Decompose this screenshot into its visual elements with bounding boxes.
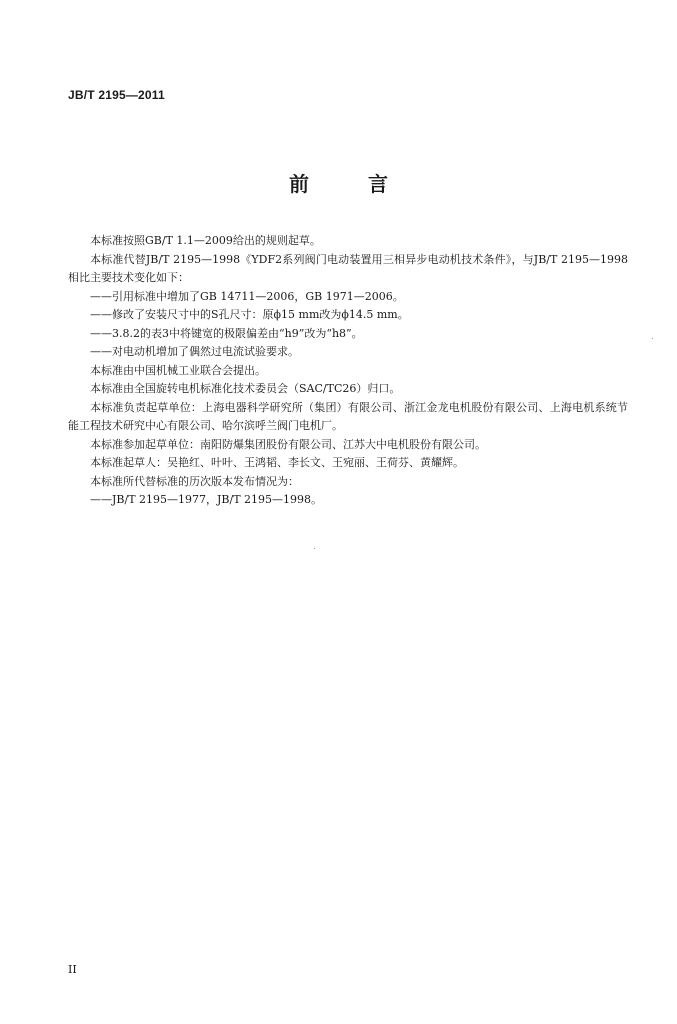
change-item-2: ——修改了安装尺寸中的S孔尺寸：原ϕ15 mm改为ϕ14.5 mm。	[90, 308, 409, 321]
paragraph-lead-drafters: 本标准负责起草单位：上海电器科学研究所（集团）有限公司、浙江金龙电机股份有限公司、上海电机系统节能工程技术研究中心有限公司、哈尔滨呼兰阀门电机厂。	[68, 400, 628, 432]
scan-speck	[314, 548, 315, 549]
page-number: II	[68, 963, 77, 976]
paragraph-drafters: 本标准起草人：吴艳红、叶叶、王鸿韬、李长文、王宛丽、王荷芬、黄耀辉。	[90, 456, 464, 469]
foreword-body	[68, 232, 628, 510]
paragraph-drafting-rules: 本标准按照GB/T 1.1—2009给出的规则起草。	[90, 234, 321, 247]
change-item-1: ——引用标准中增加了GB 14711—2006，GB 1971—2006。	[90, 289, 404, 303]
page-title: 前 言	[289, 172, 414, 196]
paragraph-participating-drafters: 本标准参加起草单位：南阳防爆集团股份有限公司、江苏大中电机股份有限公司。	[90, 437, 486, 451]
change-item-4: ——对电动机增加了偶然过电流试验要求。	[90, 345, 299, 358]
scan-speck	[652, 338, 653, 339]
paragraph-history-list: ——JB/T 2195—1977，JB/T 2195—1998。	[90, 493, 323, 506]
paragraph-centralized-by: 本标准由全国旋转电机标准化技术委员会（SAC/TC26）归口。	[90, 382, 401, 395]
paragraph-replaces: 本标准代替JB/T 2195—1998《YDF2系列阀门电动装置用三相异步电动机技术条件》，与JB/T 2195—1998相比主要技术变化如下：	[68, 252, 628, 284]
paragraph-history-intro: 本标准所代替标准的历次版本发布情况为：	[90, 474, 299, 488]
standard-code: JB/T 2195—2011	[68, 88, 165, 102]
change-item-3: ——3.8.2的表3中将键宽的极限偏差由“h9”改为“h8”。	[90, 326, 363, 340]
paragraph-proposed-by: 本标准由中国机械工业联合会提出。	[90, 363, 266, 377]
